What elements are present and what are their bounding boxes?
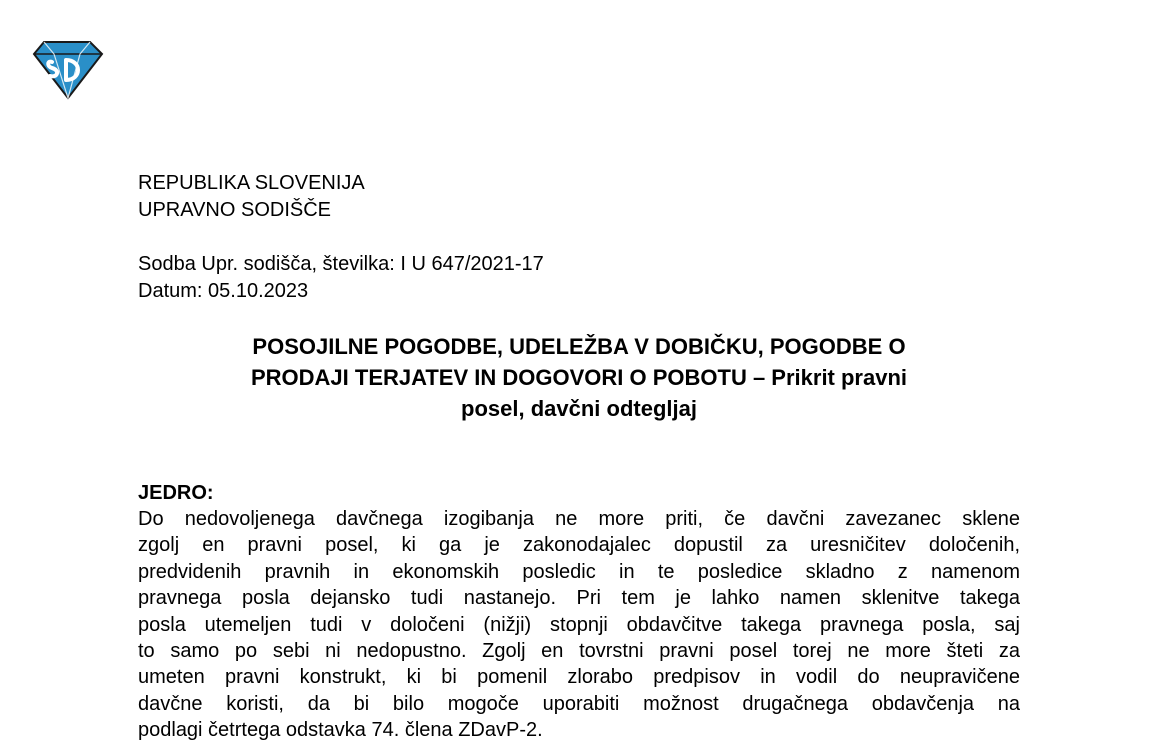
jedro-line: to samo po sebi ni nedopustno. Zgolj en tovrstni pravni posel torej ne more šteti za <box>138 640 1020 663</box>
jedro-line: umeten pravni konstrukt, ki bi pomenil zlorabo predpisov in vodil do neupravičene <box>138 666 1020 689</box>
jedro-line: podlagi četrtega odstavka 74. člena ZDavP-2. <box>138 719 543 742</box>
court-logo <box>30 40 104 100</box>
jedro-line: Do nedovoljenega davčnega izogibanja ne more priti, če davčni zavezanec sklene <box>138 508 1020 530</box>
issuer-header <box>138 170 365 224</box>
jedro-heading: JEDRO: <box>138 482 214 504</box>
court-name: UPRAVNO SODIŠČE <box>138 199 331 221</box>
jedro-line: predvidenih pravnih in ekonomskih posledic in te posledice skladno z namenom <box>138 560 1020 583</box>
jedro-line: davčne koristi, da bi bilo mogoče uporabiti možnost drugačnega obdavčenja na <box>138 692 1020 715</box>
court-diamond-logo-icon <box>30 40 104 100</box>
title-line-3: posel, davčni odtegljaj <box>461 396 697 421</box>
case-date: Datum: 05.10.2023 <box>138 280 309 302</box>
country-name: REPUBLIKA SLOVENIJA <box>138 172 365 194</box>
case-number: Sodba Upr. sodišča, številka: I U 647/2021-17 <box>138 253 544 275</box>
jedro-line: zgolj en pravni posel, ki ga je zakonodajalec dopustil za uresničitev določenih, <box>138 534 1020 557</box>
case-info <box>138 251 544 305</box>
title-line-2: PRODAJI TERJATEV IN DOGOVORI O POBOTU – Prikrit pravni <box>250 365 908 390</box>
jedro-line: pravnega posla dejansko tudi nastanejo. Pri tem je lahko namen sklenitve takega <box>138 587 1020 610</box>
jedro-body <box>138 506 1020 744</box>
document-title <box>138 331 1020 424</box>
jedro-line: posla utemeljen tudi v določeni (nižji) stopnji obdavčitve takega pravnega posla, saj <box>138 613 1020 636</box>
title-line-1: POSOJILNE POGODBE, UDELEŽBA V DOBIČKU, POGODBE O <box>252 334 906 359</box>
